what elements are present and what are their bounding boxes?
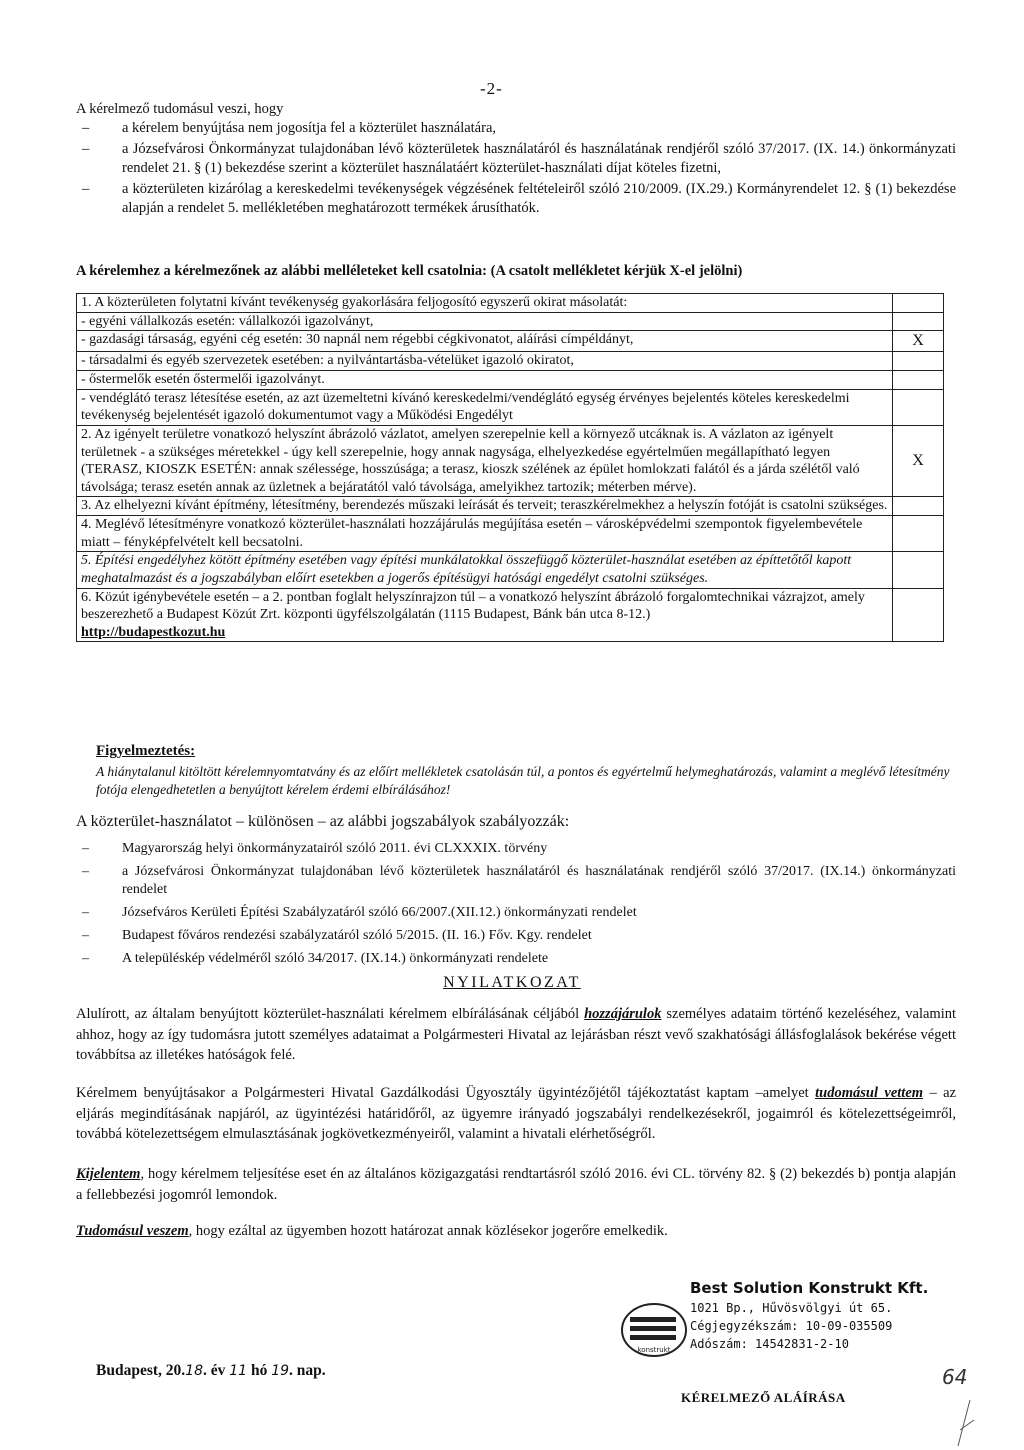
table-row [77,516,944,552]
stamp-tax-number: Adószám: 14542831-2-10 [690,1337,849,1351]
declaration-paragraph-1: Alulírott, az általam benyújtott közterület-használati kérelmem elbírálásának céljából hozzájárulok személyes adataim történő kezeléséhez, valamint ahhoz, hogy az így tudomásra jutott személyes adataimat a Polgármesteri Hivatal az lejárásban részt vevő szakhatósági állásfoglalások bekérése végett továbbítsa az illetékes hatóságok felé. [76,1006,957,1064]
intro-section [76,100,956,217]
table-row [77,294,944,313]
svg-text:konstrukt: konstrukt [637,1346,671,1354]
declaration-title: NYILATKOZAT [443,974,581,991]
attachment-text: - társadalmi és egyéb szervezetek esetében: a nyilvántartásba-vételüket igazoló okiratot, [77,352,893,371]
attachment-mark[interactable] [893,497,944,516]
consent-emphasis: hozzájárulok [584,1006,662,1022]
table-row [77,389,944,425]
attachment-text: - őstermelők esetén őstermelői igazolványt. [77,371,893,390]
month-handwritten: 11 [229,1363,248,1379]
law-item: – Magyarország helyi önkormányzatairól szóló 2011. évi CLXXXIX. törvény [82,841,548,856]
table-row [77,312,944,331]
table-row [77,352,944,371]
law-item: – Józsefváros Kerületi Építési Szabályzatáról szóló 66/2007.(XII.12.) önkormányzati rendelet [82,904,637,920]
acknowledge-emphasis: tudomásul vettem [815,1085,924,1101]
company-stamp [620,1279,930,1389]
law-item: – A településkép védelméről szóló 34/2017. (IX.14.) önkormányzati rendelete [82,950,549,966]
declaration-paragraph-3: Kijelentem, hogy kérelmem teljesítése eset én az általános közigazgatási rendtartásról szóló 2016. évi CL. törvény 82. § (2) bekezdés b) pontja alapján a fellebbezési jogomról lemondok. [76,1166,956,1203]
budapest-kozut-link[interactable]: http://budapestkozut.hu [81,624,226,640]
table-row [77,331,944,352]
law-item: – a Józsefvárosi Önkormányzat tulajdonában lévő közterületek használatáról és használatának rendjéről szóló 37/2017. (IX.14.) önkormányzati rendelet [82,863,956,897]
date-line: Budapest, 20.18. év 11 hó 19. nap. [96,1362,326,1379]
attachment-text: 6. Közút igénybevétele esetén – a 2. pontban foglalt helyszínrajzon túl – a vonatkozó helyszínt ábrázoló forgalomtechnikai vázrajzot, amely beszerezhető a Budapest Közút Zrt. központi ügyfélszolgálatán (1115 Budapest, Bánk bán utca 8-12.) [81,589,865,623]
attachment-mark[interactable] [893,371,944,390]
attachments-title: A kérelemhez a kérelmezőnek az alábbi melléleteket kell csatolnia: (A csatolt mellékletet kérjük X-el jelölni) [76,263,743,279]
attachment-mark[interactable] [893,389,944,425]
day-handwritten: 19 [271,1363,290,1379]
attachment-text: 4. Meglévő létesítményre vonatkozó közterület-használati hozzájárulás megújítása esetén – városképvédelmi szempontok figyelembevétele miatt – fényképfelvételt kell becsatolni. [77,516,893,552]
intro-item: – a kérelem benyújtása nem jogosítja fel a közterület használatára, [82,119,497,136]
attachment-mark[interactable] [893,516,944,552]
company-logo-icon [620,1301,688,1359]
acknowledge2-emphasis: Tudomásul veszem [76,1223,189,1239]
declaration-paragraph-4: Tudomásul veszem, hogy ezáltal az ügyemben hozott határozat annak közlésekor jogerőre emelkedik. [76,1223,668,1239]
intro-item: – a közterületen kizárólag a kereskedelmi tevékenységek végzésének feltételeiről szóló 210/2009. (IX.29.) Kormányrendelet 12. § (1) bekezdése alapján a rendelet 5. mellékletében meghatározott termékek árusíthatók. [82,181,956,216]
attachment-text: 5. Építési engedélyhez kötött építmény esetében vagy építési munkálatokkal összefüggő közterület-használat esetében az építtetőtől kapott meghatalmazást és a jogszabályban előírt esetekben a jogerős építésügyi hatósági engedélyt csatolni szükséges. [77,552,893,588]
table-row [77,588,944,642]
attachment-mark[interactable]: X [893,331,944,352]
attachment-mark[interactable] [893,312,944,331]
declare-emphasis: Kijelentem [76,1166,141,1182]
declaration-paragraph-2: Kérelmem benyújtásakor a Polgármesteri Hivatal Gazdálkodási Ügyosztály ügyintézőjétől tájékoztatást kaptam –amelyet tudomásul vettem – az eljárás megindításának napjáról, az ügyintézési határidőről, az ügyemre irányadó jogszabályi rendelkezésekről, jogaimról és kötelezettségeimről, továbbá kötelezettségem elmulasztásának jogkövetkezményeiről, valamint a hivatali elérhetőségről. [76,1085,957,1143]
year-handwritten: 18 [185,1363,203,1379]
table-row [77,497,944,516]
attachment-mark[interactable] [893,352,944,371]
handwritten-signature-icon [940,1360,1000,1450]
table-row [77,425,944,497]
laws-heading: A közterület-használatot – különösen – az alábbi jogszabályok szabályozzák: [76,813,570,830]
attachment-cell [77,588,893,642]
attachment-mark[interactable] [893,552,944,588]
attachment-mark[interactable] [893,588,944,642]
law-item: – Budapest főváros rendezési szabályzatáról szóló 5/2015. (II. 16.) Főv. Kgy. rendelet [82,927,592,943]
laws-list [76,840,956,972]
attachment-text: - egyéni vállalkozás esetén: vállalkozói igazolványt, [77,312,893,331]
attachment-text: - gazdasági társaság, egyéni cég esetén: 30 napnál nem régebbi cégkivonatot, aláírási címpéldányt, [77,331,893,352]
table-row [77,371,944,390]
intro-item: – a Józsefvárosi Önkormányzat tulajdonában lévő közterületek használatáról és használatának rendjéről szóló 37/2017. (IX. 14.) önkormányzati rendelet 21. § (1) bekezdése szerint a közterület használatáért közterület-használati díjat köteles fizetni, [82,141,956,176]
warning-text: A hiánytalanul kitöltött kérelemnyomtatvány és az előírt mellékletek csatolásán túl, a pontos és egyértelmű helymeghatározás, valamint a meglévő létesítmény fotója elengedhetetlen a benyújtott kérelem érdemi elbírálásához! [96,764,950,797]
table-row [77,552,944,588]
signature-label: KÉRELMEZŐ ALÁÍRÁSA [681,1390,846,1405]
attachment-text: 1. A közterületen folytatni kívánt tevékenység gyakorlására feljogosító egyszerű okirat másolatát: [77,294,893,313]
attachment-text: 3. Az elhelyezni kívánt építmény, létesítmény, berendezés műszaki leírását és terveit; teraszkérelmekhez a helyszín fotóját is csatolni szükséges. [77,497,893,516]
attachment-mark[interactable] [893,294,944,313]
stamp-company-name: Best Solution Konstrukt Kft. [690,1279,929,1297]
attachments-table [76,293,944,642]
stamp-registration: Cégjegyzékszám: 10-09-035509 [690,1319,893,1333]
attachment-text: - vendéglátó terasz létesítése esetén, az azt üzemeltetni kívánó kereskedelmi/vendéglátó egység érvényes bejelentés köteles kereskedelmi tevékenység bejelentését igazoló dokumentumot vagy a Működési Engedélyt [77,389,893,425]
stamp-address: 1021 Bp., Hűvösvölgyi út 65. [690,1301,893,1315]
page-number: -2- [480,79,503,98]
svg-text:64: 64 [942,1365,968,1389]
warning-heading: Figyelmeztetés: [96,743,196,759]
attachment-mark[interactable]: X [893,425,944,497]
attachment-text: 2. Az igényelt területre vonatkozó helyszínt ábrázoló vázlatot, amelyen szerepelnie kell a környező utcáknak is. A vázlaton az igényelt területnek - a szükséges méretekkel - úgy kell szerepelnie, hogy annak nagysága, elhelyezkedése egyértelműen megállapítható legyen (TERASZ, KIOSZK ESETÉN: annak szélessége, hosszúsága; a terasz, kioszk szélének az épület homlokzati falától és a járda szélétől való távolsága; terasz esetén annak az üzletnek a bejáratától való távolsága, amelyikhez tartozik; méterben mérve). [77,425,893,497]
intro-lead: A kérelmező tudomásul veszi, hogy [76,101,284,117]
